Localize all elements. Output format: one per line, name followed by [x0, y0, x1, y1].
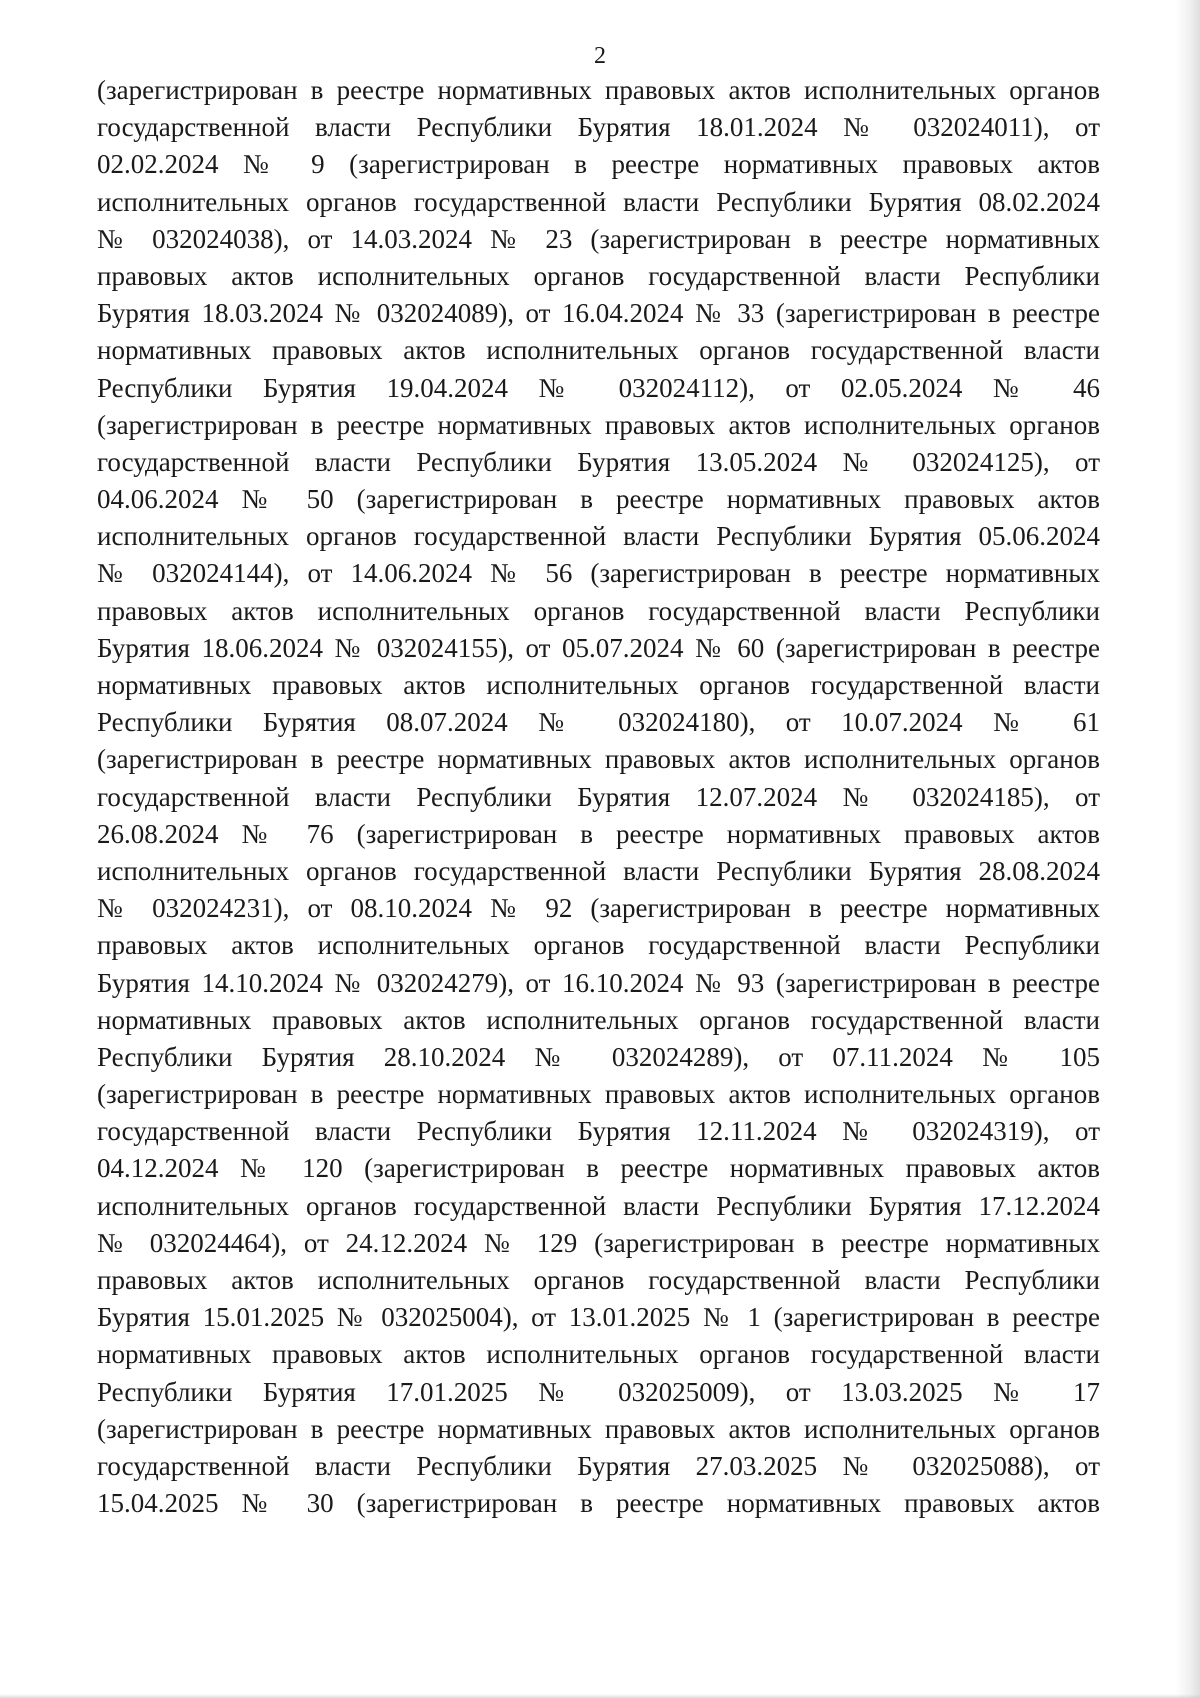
text-line: Бурятия 18.03.2024 № 032024089), от 16.04.2024 № 33 (зарегистрирован в реестре [97, 298, 1100, 329]
text-line: правовых актов исполнительных органов государственной власти Республики [97, 595, 1100, 626]
text-line: нормативных правовых актов исполнительных органов государственной власти [97, 1339, 1100, 1370]
text-line: исполнительных органов государственной власти Республики Бурятия 08.02.2024 [97, 186, 1100, 217]
text-line: нормативных правовых актов исполнительных органов государственной власти [97, 335, 1100, 366]
text-line: (зарегистрирован в реестре нормативных правовых актов исполнительных органов [97, 1079, 1100, 1110]
text-line: № 032024144), от 14.06.2024 № 56 (зарегистрирован в реестре нормативных [97, 558, 1100, 589]
text-line: 26.08.2024 № 76 (зарегистрирован в реестре нормативных правовых актов [97, 818, 1100, 849]
text-line: Республики Бурятия 28.10.2024 № 032024289), от 07.11.2024 № 105 [97, 1041, 1100, 1072]
text-line: государственной власти Республики Бурятия 12.07.2024 № 032024185), от [97, 781, 1100, 812]
text-line: государственной власти Республики Бурятия 12.11.2024 № 032024319), от [97, 1116, 1100, 1147]
text-line: (зарегистрирован в реестре нормативных правовых актов исполнительных органов [97, 409, 1100, 440]
text-line: нормативных правовых актов исполнительных органов государственной власти [97, 1004, 1100, 1035]
text-line: Республики Бурятия 08.07.2024 № 032024180), от 10.07.2024 № 61 [97, 707, 1100, 738]
text-line: Бурятия 15.01.2025 № 032025004), от 13.01.2025 № 1 (зарегистрирован в реестре [97, 1302, 1100, 1333]
text-line: 15.04.2025 № 30 (зарегистрирован в реестре нормативных правовых актов [97, 1488, 1100, 1519]
text-line: правовых актов исполнительных органов государственной власти Республики [97, 260, 1100, 291]
text-line: 04.06.2024 № 50 (зарегистрирован в реестре нормативных правовых актов [97, 484, 1100, 515]
text-line: правовых актов исполнительных органов государственной власти Республики [97, 930, 1100, 961]
text-line: № 032024231), от 08.10.2024 № 92 (зарегистрирован в реестре нормативных [97, 893, 1100, 924]
page-number: 2 [594, 43, 606, 69]
text-line: государственной власти Республики Бурятия 13.05.2024 № 032024125), от [97, 446, 1100, 477]
text-line: (зарегистрирован в реестре нормативных правовых актов исполнительных органов [97, 744, 1100, 775]
body-text [97, 72, 1100, 1522]
text-line: Республики Бурятия 19.04.2024 № 032024112), от 02.05.2024 № 46 [97, 372, 1100, 403]
text-line: исполнительных органов государственной власти Республики Бурятия 28.08.2024 [97, 855, 1100, 886]
text-line: Республики Бурятия 17.01.2025 № 032025009), от 13.03.2025 № 17 [97, 1376, 1100, 1407]
text-line: правовых актов исполнительных органов государственной власти Республики [97, 1265, 1100, 1295]
text-line: нормативных правовых актов исполнительных органов государственной власти [97, 670, 1100, 700]
text-line: (зарегистрирован в реестре нормативных правовых актов исполнительных органов [97, 1413, 1100, 1444]
text-line: исполнительных органов государственной власти Республики Бурятия 05.06.2024 [97, 521, 1100, 552]
text-line: 02.02.2024 № 9 (зарегистрирован в реестре нормативных правовых актов [97, 149, 1100, 180]
text-line: государственной власти Республики Бурятия 18.01.2024 № 032024011), от [97, 112, 1100, 143]
text-line: Бурятия 14.10.2024 № 032024279), от 16.10.2024 № 93 (зарегистрирован в реестре [97, 967, 1100, 998]
text-line: № 032024464), от 24.12.2024 № 129 (зарегистрирован в реестре нормативных [97, 1227, 1100, 1258]
text-line: (зарегистрирован в реестре нормативных правовых актов исполнительных органов [97, 75, 1100, 105]
text-line: исполнительных органов государственной власти Республики Бурятия 17.12.2024 [97, 1190, 1100, 1221]
text-line: государственной власти Республики Бурятия 27.03.2025 № 032025088), от [97, 1450, 1100, 1481]
text-line: 04.12.2024 № 120 (зарегистрирован в реестре нормативных правовых актов [97, 1153, 1100, 1184]
scan-bottom-shadow [0, 1694, 1200, 1698]
text-line: Бурятия 18.06.2024 № 032024155), от 05.07.2024 № 60 (зарегистрирован в реестре [97, 632, 1100, 663]
scan-edge-shadow [1176, 0, 1200, 1698]
text-line: № 032024038), от 14.03.2024 № 23 (зарегистрирован в реестре нормативных [97, 223, 1100, 254]
